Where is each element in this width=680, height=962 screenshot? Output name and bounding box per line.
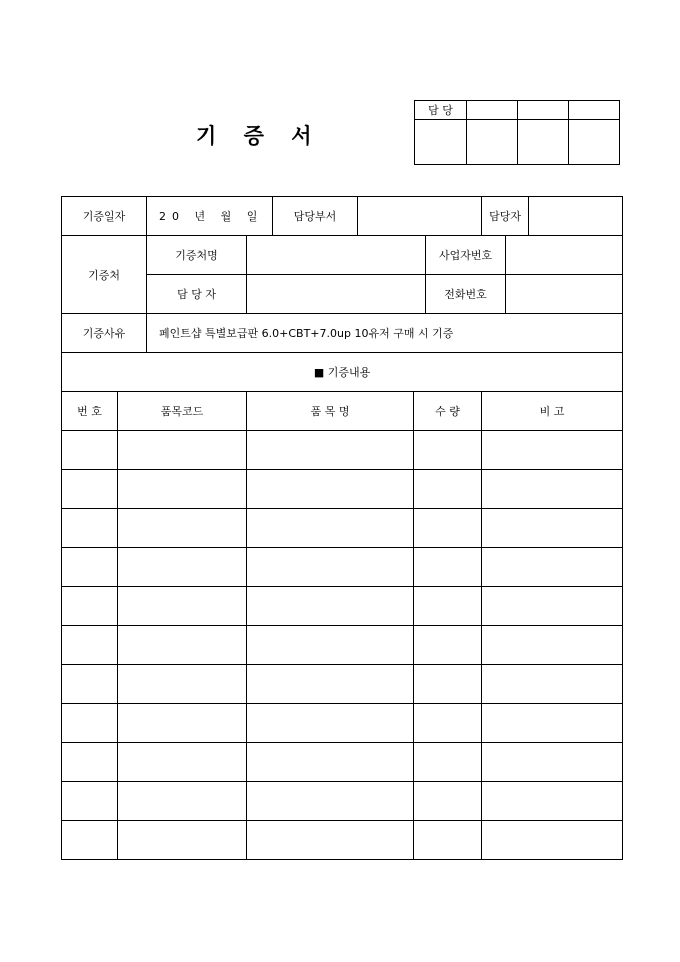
col-header-remarks: 비 고 — [482, 392, 623, 431]
approval-cell — [467, 101, 518, 120]
cell-number[interactable] — [62, 431, 118, 470]
cell-number[interactable] — [62, 821, 118, 860]
reason-label: 기증사유 — [62, 314, 147, 353]
col-header-quantity: 수 량 — [414, 392, 482, 431]
item-row — [62, 587, 623, 626]
donor-name-label: 기증처명 — [147, 236, 247, 275]
date-field[interactable]: 20 년 월 일 — [147, 197, 273, 236]
cell-item-name[interactable] — [247, 704, 414, 743]
phone-label: 전화번호 — [426, 275, 506, 314]
cell-item-code[interactable] — [118, 743, 247, 782]
dept-label: 담당부서 — [273, 197, 358, 236]
item-row — [62, 704, 623, 743]
cell-quantity[interactable] — [414, 782, 482, 821]
cell-number[interactable] — [62, 704, 118, 743]
cell-item-code[interactable] — [118, 821, 247, 860]
document-title: 기 증 서 — [196, 124, 322, 148]
cell-item-name[interactable] — [247, 665, 414, 704]
cell-number[interactable] — [62, 548, 118, 587]
reason-field[interactable]: 페인트샵 특별보급판 6.0+CBT+7.0up 10유저 구매 시 기증 — [147, 314, 623, 353]
cell-number[interactable] — [62, 587, 118, 626]
cell-remarks[interactable] — [482, 509, 623, 548]
cell-remarks[interactable] — [482, 665, 623, 704]
cell-item-name[interactable] — [247, 431, 414, 470]
signature-cell[interactable] — [415, 120, 467, 165]
cell-item-code[interactable] — [118, 509, 247, 548]
cell-item-name[interactable] — [247, 587, 414, 626]
item-row — [62, 509, 623, 548]
contact-field[interactable] — [247, 275, 426, 314]
signature-cell[interactable] — [467, 120, 518, 165]
cell-quantity[interactable] — [414, 509, 482, 548]
cell-item-code[interactable] — [118, 470, 247, 509]
biz-no-label: 사업자번호 — [426, 236, 506, 275]
cell-remarks[interactable] — [482, 782, 623, 821]
contact-label: 담 당 자 — [147, 275, 247, 314]
signature-cell[interactable] — [518, 120, 569, 165]
cell-quantity[interactable] — [414, 548, 482, 587]
cell-item-name[interactable] — [247, 821, 414, 860]
item-row — [62, 665, 623, 704]
biz-no-field[interactable] — [506, 236, 623, 275]
cell-item-name[interactable] — [247, 626, 414, 665]
item-row — [62, 821, 623, 860]
cell-number[interactable] — [62, 743, 118, 782]
donor-name-field[interactable] — [247, 236, 426, 275]
cell-item-code[interactable] — [118, 782, 247, 821]
donation-form-table — [61, 196, 623, 860]
item-row — [62, 431, 623, 470]
cell-number[interactable] — [62, 782, 118, 821]
dept-field[interactable] — [358, 197, 482, 236]
cell-item-name[interactable] — [247, 743, 414, 782]
cell-quantity[interactable] — [414, 665, 482, 704]
cell-quantity[interactable] — [414, 626, 482, 665]
cell-remarks[interactable] — [482, 704, 623, 743]
cell-item-code[interactable] — [118, 431, 247, 470]
cell-quantity[interactable] — [414, 431, 482, 470]
cell-number[interactable] — [62, 470, 118, 509]
cell-quantity[interactable] — [414, 587, 482, 626]
manager-label: 담당자 — [482, 197, 529, 236]
col-header-item-name: 품 목 명 — [247, 392, 414, 431]
cell-item-name[interactable] — [247, 548, 414, 587]
item-row — [62, 626, 623, 665]
cell-item-name[interactable] — [247, 470, 414, 509]
donor-group-label: 기증처 — [62, 236, 147, 314]
approval-box — [414, 100, 620, 165]
col-header-item-code: 품목코드 — [118, 392, 247, 431]
cell-number[interactable] — [62, 626, 118, 665]
cell-remarks[interactable] — [482, 548, 623, 587]
signature-cell[interactable] — [569, 120, 620, 165]
cell-item-name[interactable] — [247, 509, 414, 548]
cell-item-code[interactable] — [118, 704, 247, 743]
approval-cell — [518, 101, 569, 120]
item-row — [62, 548, 623, 587]
cell-quantity[interactable] — [414, 821, 482, 860]
item-row — [62, 782, 623, 821]
phone-field[interactable] — [506, 275, 623, 314]
content-section-header: ■ 기증내용 — [62, 353, 623, 392]
col-header-number: 번 호 — [62, 392, 118, 431]
date-label: 기증일자 — [62, 197, 147, 236]
cell-remarks[interactable] — [482, 587, 623, 626]
cell-item-code[interactable] — [118, 587, 247, 626]
cell-remarks[interactable] — [482, 470, 623, 509]
cell-quantity[interactable] — [414, 743, 482, 782]
cell-remarks[interactable] — [482, 626, 623, 665]
cell-number[interactable] — [62, 665, 118, 704]
cell-number[interactable] — [62, 509, 118, 548]
item-row — [62, 743, 623, 782]
cell-item-name[interactable] — [247, 782, 414, 821]
item-rows — [62, 431, 623, 860]
manager-field[interactable] — [529, 197, 623, 236]
cell-quantity[interactable] — [414, 470, 482, 509]
approval-cell — [569, 101, 620, 120]
cell-quantity[interactable] — [414, 704, 482, 743]
cell-remarks[interactable] — [482, 431, 623, 470]
cell-remarks[interactable] — [482, 743, 623, 782]
cell-item-code[interactable] — [118, 665, 247, 704]
cell-item-code[interactable] — [118, 548, 247, 587]
item-row — [62, 470, 623, 509]
cell-item-code[interactable] — [118, 626, 247, 665]
cell-remarks[interactable] — [482, 821, 623, 860]
approval-label: 담 당 — [415, 101, 467, 120]
